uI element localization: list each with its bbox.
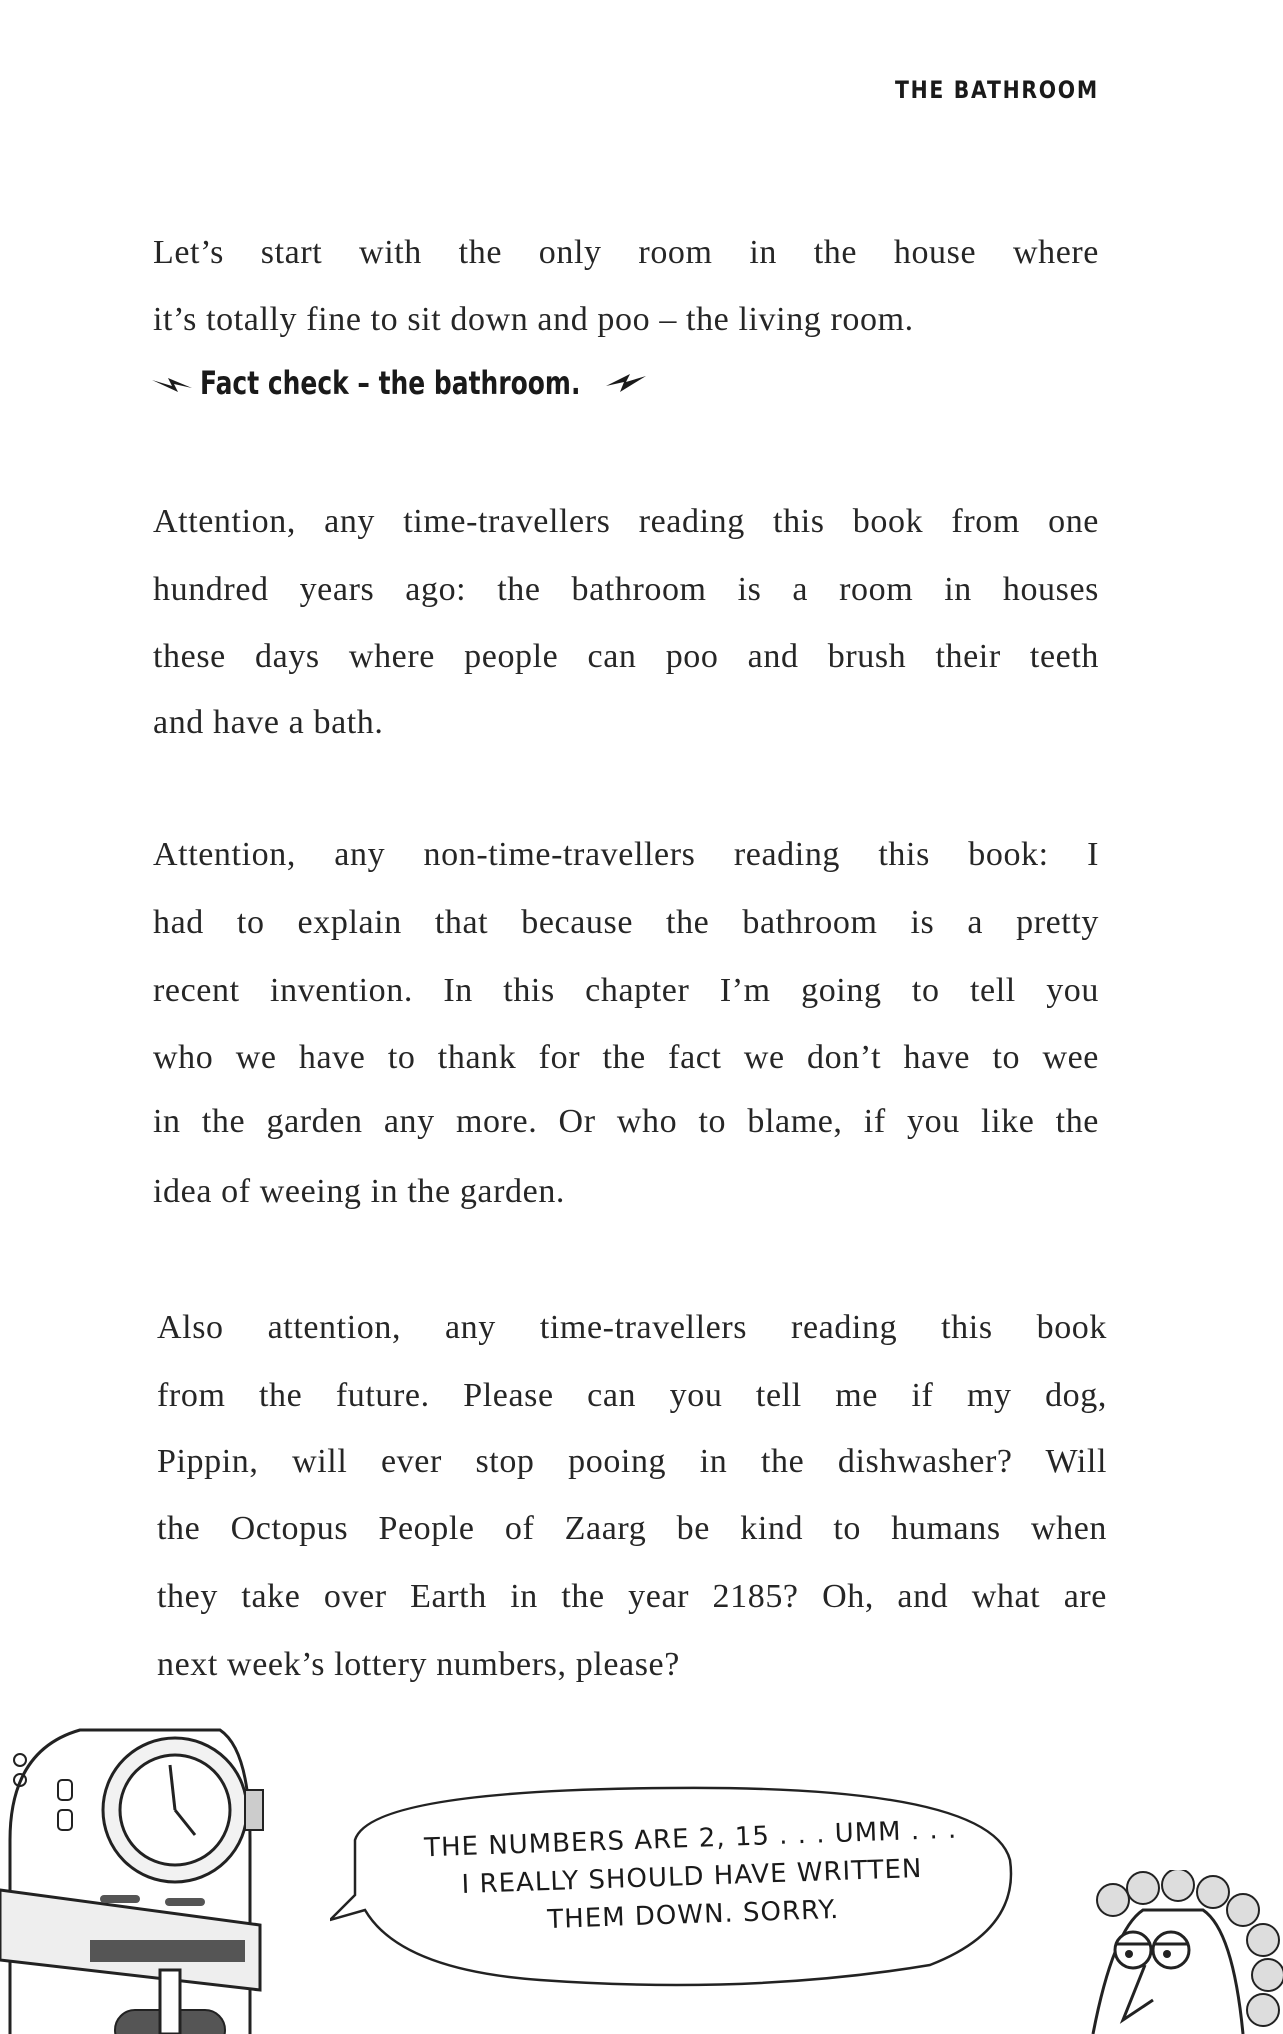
text-line: next week’s lottery numbers, please? xyxy=(157,1646,680,1683)
lightning-arrow-icon xyxy=(604,372,648,394)
speech-line: THE NUMBERS ARE 2, 15 . . . UMM . . . xyxy=(423,1814,958,1864)
speech-line: I REALLY SHOULD HAVE WRITTEN xyxy=(461,1853,923,1901)
time-traveller-robot-illustration xyxy=(0,1720,300,2034)
text-line: Attention, any non-time-travellers reading this book: I xyxy=(153,836,1099,873)
text-line: in the garden any more. Or who to blame, if you like the xyxy=(153,1103,1099,1140)
running-head: THE BATHROOM xyxy=(895,76,1099,104)
curly-haired-character-illustration xyxy=(1083,1870,1283,2034)
text-line: they take over Earth in the year 2185? Oh, and what are xyxy=(157,1578,1107,1615)
text-line: who we have to thank for the fact we don’t have to wee xyxy=(153,1039,1099,1076)
text-line: these days where people can poo and brush their teeth xyxy=(153,638,1099,675)
text-line: Attention, any time-travellers reading this book from one xyxy=(153,503,1099,540)
fact-check-text: Fact check – the bathroom. xyxy=(200,364,581,402)
speech-bubble-text xyxy=(370,1809,1014,1945)
speech-line: THEM DOWN. SORRY. xyxy=(546,1894,840,1936)
text-line: it’s totally fine to sit down and poo – the living room. xyxy=(153,301,914,338)
text-line: Let’s start with the only room in the house where xyxy=(153,234,1099,271)
lightning-arrow-icon xyxy=(150,372,194,394)
text-line: the Octopus People of Zaarg be kind to humans when xyxy=(157,1510,1107,1547)
text-line: had to explain that because the bathroom is a pretty xyxy=(153,904,1099,941)
text-line: hundred years ago: the bathroom is a room in houses xyxy=(153,571,1099,608)
text-line: idea of weeing in the garden. xyxy=(153,1173,566,1210)
text-line: Also attention, any time-travellers reading this book xyxy=(157,1309,1107,1346)
text-line: recent invention. In this chapter I’m going to tell you xyxy=(153,972,1099,1009)
text-line: from the future. Please can you tell me if my dog, xyxy=(157,1377,1107,1414)
text-line: Pippin, will ever stop pooing in the dishwasher? Will xyxy=(157,1443,1107,1480)
text-line: and have a bath. xyxy=(153,704,384,741)
fact-check-note xyxy=(150,364,648,402)
